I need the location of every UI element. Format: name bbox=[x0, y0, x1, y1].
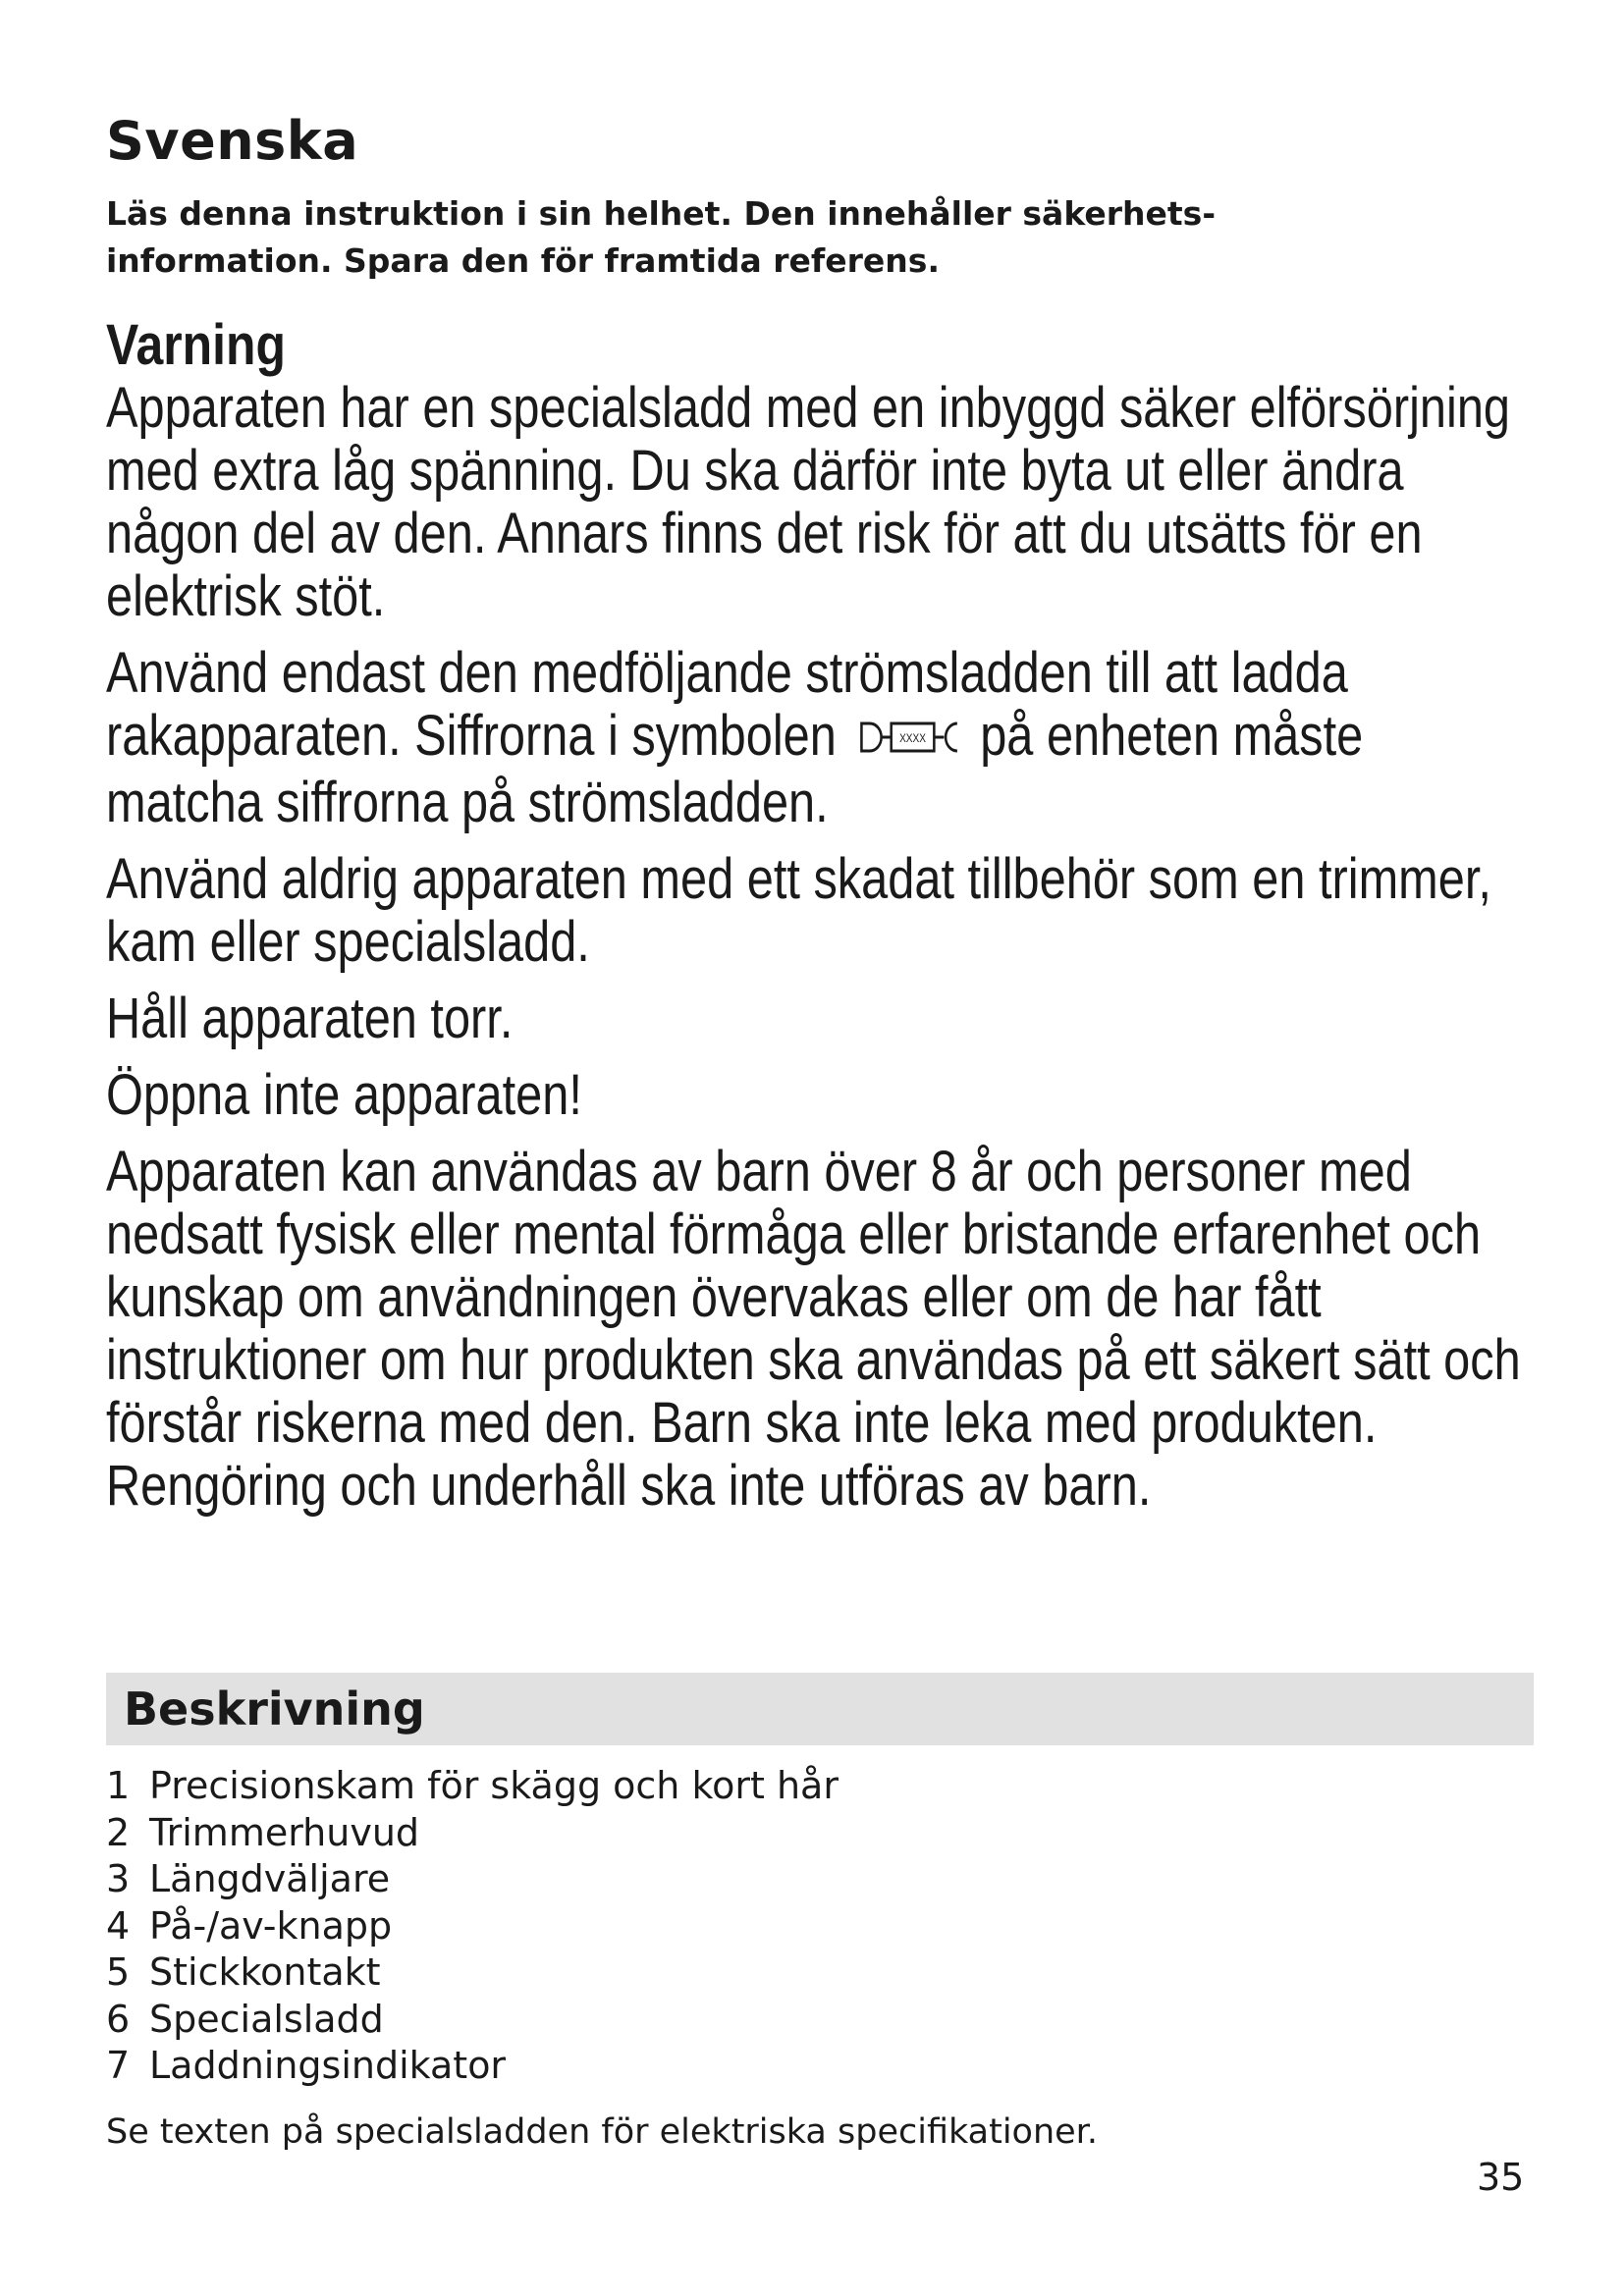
item-label: Specialsladd bbox=[149, 1997, 384, 2041]
parts-list bbox=[106, 1763, 839, 2090]
list-item bbox=[106, 1810, 839, 1857]
item-number: 2 bbox=[106, 1810, 131, 1854]
page-number: 35 bbox=[1477, 2156, 1525, 2199]
item-number: 7 bbox=[106, 2044, 131, 2087]
item-label: Längdväljare bbox=[149, 1857, 391, 1900]
warning-paragraph: Apparaten har en specialsladd med en inbyggd säker elförsörjning med extra låg spänning. Du ska därför inte byta ut eller ändra någon del av den. Annars finns det risk för att du utsätts för en elektrisk stöt. bbox=[106, 376, 1511, 628]
footnote: Se texten på specialsladden för elektriska specifikationer. bbox=[106, 2112, 1098, 2152]
item-label: Laddningsindikator bbox=[149, 2044, 507, 2087]
warning-paragraph: Använd aldrig apparaten med ett skadat tillbehör som en trimmer, kam eller specialsladd. bbox=[106, 846, 1491, 974]
list-item bbox=[106, 1763, 839, 1810]
page-content bbox=[106, 110, 1528, 1531]
warning-paragraph: Apparaten kan användas av barn över 8 år och personer med nedsatt fysisk eller mental förmåga eller bristande erfarenhet och kunskap om användningen övervakas eller om de har fått instruktioner om hur produkten ska användas på ett säkert sätt och förstår riskerna med den. Barn ska inte leka med produkten. Rengöring och underhåll ska inte utföras av barn. bbox=[106, 1139, 1521, 1518]
cord-text-before: Använd endast den medföljande strömsladden till att ladda rakapparaten. Siffrorna i symbolen bbox=[106, 641, 1348, 768]
item-number: 1 bbox=[106, 1764, 131, 1807]
item-number: 3 bbox=[106, 1857, 131, 1900]
list-item bbox=[106, 2043, 839, 2090]
symbol-text: XXXX bbox=[898, 731, 926, 745]
item-label: Precisionskam för skägg och kort hår bbox=[149, 1764, 839, 1807]
item-label: Trimmerhuvud bbox=[149, 1810, 420, 1854]
list-item bbox=[106, 1856, 839, 1903]
description-header bbox=[106, 1673, 1534, 1745]
intro-text: Läs denna instruktion i sin helhet. Den innehåller säkerhetsinformation. Spara den för framtida referens. bbox=[106, 194, 1217, 280]
warning-paragraph: Håll apparaten torr. bbox=[106, 986, 514, 1050]
list-item bbox=[106, 1903, 839, 1950]
cord-text-after: på enheten måste matcha siffrorna på strömsladden. bbox=[106, 704, 1364, 834]
item-label: På-/av-knapp bbox=[149, 1903, 393, 1948]
warning-paragraph: Öppna inte apparaten! bbox=[106, 1062, 582, 1127]
power-supply-symbol-icon bbox=[854, 709, 961, 772]
item-number: 4 bbox=[106, 1903, 131, 1948]
warning-paragraph-cord bbox=[106, 642, 1528, 834]
description-title: Beskrivning bbox=[124, 1682, 425, 1735]
warning-title: Varning bbox=[106, 313, 286, 377]
list-item bbox=[106, 1949, 839, 1997]
item-label: Stickkontakt bbox=[149, 1950, 381, 1994]
item-number: 6 bbox=[106, 1997, 131, 2041]
warning-section bbox=[106, 314, 1528, 1518]
list-item bbox=[106, 1997, 839, 2044]
item-number: 5 bbox=[106, 1950, 131, 1994]
language-title: Svenska bbox=[106, 110, 359, 172]
